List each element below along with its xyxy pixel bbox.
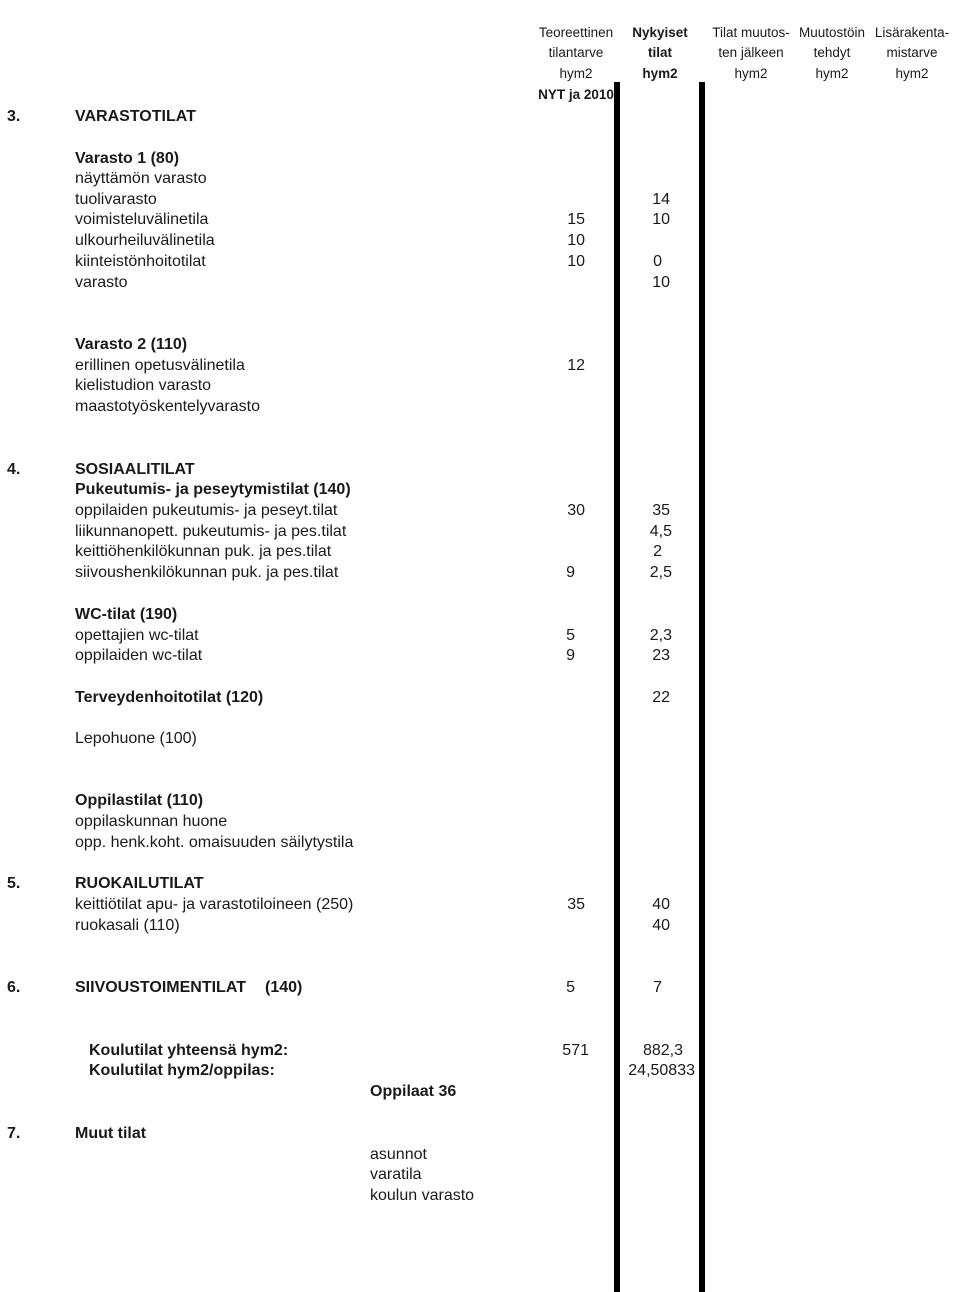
- table-row-label: ruokasali (110): [75, 917, 180, 934]
- section-4-number: 4.: [7, 461, 21, 478]
- value-nykyiset: 4,5: [649, 523, 672, 540]
- table-row-label: kiinteistönhoitotilat: [75, 253, 206, 270]
- value-nykyiset: 22: [652, 689, 670, 706]
- value-nykyiset: 2,5: [649, 564, 672, 581]
- value-teoreettinen: 5: [566, 627, 575, 644]
- table-row-label: tuolivarasto: [75, 191, 157, 208]
- value-nykyiset: 14: [652, 191, 670, 208]
- table-row-label: kielistudion varasto: [75, 377, 212, 394]
- header-col1-line1: Teoreettinen: [538, 25, 614, 40]
- value-teoreettinen: 35: [567, 896, 585, 913]
- table-row-label: siivoushenkilökunnan puk. ja pes.tilat: [75, 564, 339, 581]
- header-col3-line1: Tilat muutos-: [712, 25, 790, 40]
- oppilaat-count: Oppilaat 36: [370, 1083, 457, 1100]
- value-nykyiset: 0: [653, 253, 662, 270]
- section-4-title: SOSIAALITILAT: [75, 461, 195, 478]
- table-row-label: oppilaskunnan huone: [75, 813, 228, 830]
- header-col4-line3: hym2: [815, 66, 849, 81]
- totals-yhteensa-label: Koulutilat yhteensä hym2:: [89, 1042, 289, 1059]
- header-col1-line3: hym2: [559, 66, 593, 81]
- section-3-number: 3.: [7, 108, 21, 125]
- section-6-number: 6.: [7, 979, 21, 996]
- section-6-title: SIIVOUSTOIMENTILAT: [75, 979, 246, 996]
- list-item: varatila: [370, 1166, 422, 1183]
- oppilastilat-title: Oppilastilat (110): [75, 792, 204, 809]
- value-teoreettinen: 15: [567, 211, 585, 228]
- list-item: asunnot: [370, 1146, 427, 1163]
- value-nykyiset: 2,3: [649, 627, 672, 644]
- value-teoreettinen: 9: [566, 564, 575, 581]
- totals-yhteensa-nykyiset: 882,3: [642, 1042, 683, 1059]
- section-5-number: 5.: [7, 875, 21, 892]
- value-nykyiset: 35: [652, 502, 670, 519]
- value-nykyiset: 10: [652, 211, 670, 228]
- section-7-number: 7.: [7, 1125, 21, 1142]
- table-row-label: oppilaiden pukeutumis- ja peseyt.tilat: [75, 502, 338, 519]
- table-row-label: opettajien wc-tilat: [75, 627, 199, 644]
- totals-yhteensa-teoreettinen: 571: [562, 1042, 589, 1059]
- value-nykyiset: 2: [653, 543, 662, 560]
- header-col3-line3: hym2: [734, 66, 768, 81]
- header-col5-line1: Lisärakenta-: [874, 25, 950, 40]
- header-col4-line1: Muutostöin: [798, 25, 866, 40]
- value-teoreettinen: 10: [567, 232, 585, 249]
- totals-per-oppilas-label: Koulutilat hym2/oppilas:: [89, 1062, 275, 1079]
- header-nyt-ja-2010: NYT ja 2010: [538, 87, 614, 102]
- wc-title: WC-tilat (190): [75, 606, 178, 623]
- table-row-label: keittiötilat apu- ja varastotiloineen (250): [75, 896, 354, 913]
- terveydenhoitotilat-label: Terveydenhoitotilat (120): [75, 689, 264, 706]
- totals-per-oppilas-nykyiset: 24,50833: [628, 1062, 695, 1079]
- value-nykyiset: 40: [652, 917, 670, 934]
- header-col4-line2: tehdyt: [813, 45, 851, 60]
- header-col3-line2: ten jälkeen: [718, 45, 784, 60]
- header-col5-line2: mistarve: [886, 45, 938, 60]
- section-5-title: RUOKAILUTILAT: [75, 875, 204, 892]
- table-row-label: keittiöhenkilökunnan puk. ja pes.tilat: [75, 543, 332, 560]
- section-3-title: VARASTOTILAT: [75, 108, 196, 125]
- header-col1-line2: tilantarve: [548, 45, 604, 60]
- table-row-label: maastotyöskentelyvarasto: [75, 398, 260, 415]
- table-row-label: näyttämön varasto: [75, 170, 207, 187]
- table-row-label: opp. henk.koht. omaisuuden säilytystila: [75, 834, 354, 851]
- column-rule-tick: [614, 100, 620, 101]
- header-col2-line3: hym2: [642, 66, 678, 81]
- header-col2-line2: tilat: [647, 45, 672, 60]
- value-nykyiset: 40: [652, 896, 670, 913]
- column-rule-right: [699, 82, 705, 1292]
- header-col5-line3: hym2: [895, 66, 929, 81]
- pukeutumis-title: Pukeutumis- ja peseytymistilat (140): [75, 481, 351, 498]
- value-teoreettinen: 10: [567, 253, 585, 270]
- table-row-label: voimisteluvälinetila: [75, 211, 209, 228]
- value-nykyiset: 23: [652, 647, 670, 664]
- value-nykyiset: 10: [652, 274, 670, 291]
- value-teoreettinen: 5: [566, 979, 575, 996]
- table-row-label: oppilaiden wc-tilat: [75, 647, 203, 664]
- varasto1-title: Varasto 1 (80): [75, 150, 180, 167]
- section-6-code: (140): [265, 979, 303, 996]
- value-nykyiset: 7: [653, 979, 662, 996]
- value-teoreettinen: 12: [567, 357, 585, 374]
- table-row-label: erillinen opetusvälinetila: [75, 357, 245, 374]
- value-teoreettinen: 9: [566, 647, 575, 664]
- lepohuone-label: Lepohuone (100): [75, 730, 197, 747]
- header-col2-line1: Nykyiset: [632, 25, 688, 40]
- list-item: koulun varasto: [370, 1187, 475, 1204]
- table-row-label: ulkourheiluvälinetila: [75, 232, 215, 249]
- table-row-label: liikunnanopett. pukeutumis- ja pes.tilat: [75, 523, 347, 540]
- table-row-label: varasto: [75, 274, 128, 291]
- section-7-title: Muut tilat: [75, 1125, 147, 1142]
- value-teoreettinen: 30: [567, 502, 585, 519]
- varasto2-title: Varasto 2 (110): [75, 336, 188, 353]
